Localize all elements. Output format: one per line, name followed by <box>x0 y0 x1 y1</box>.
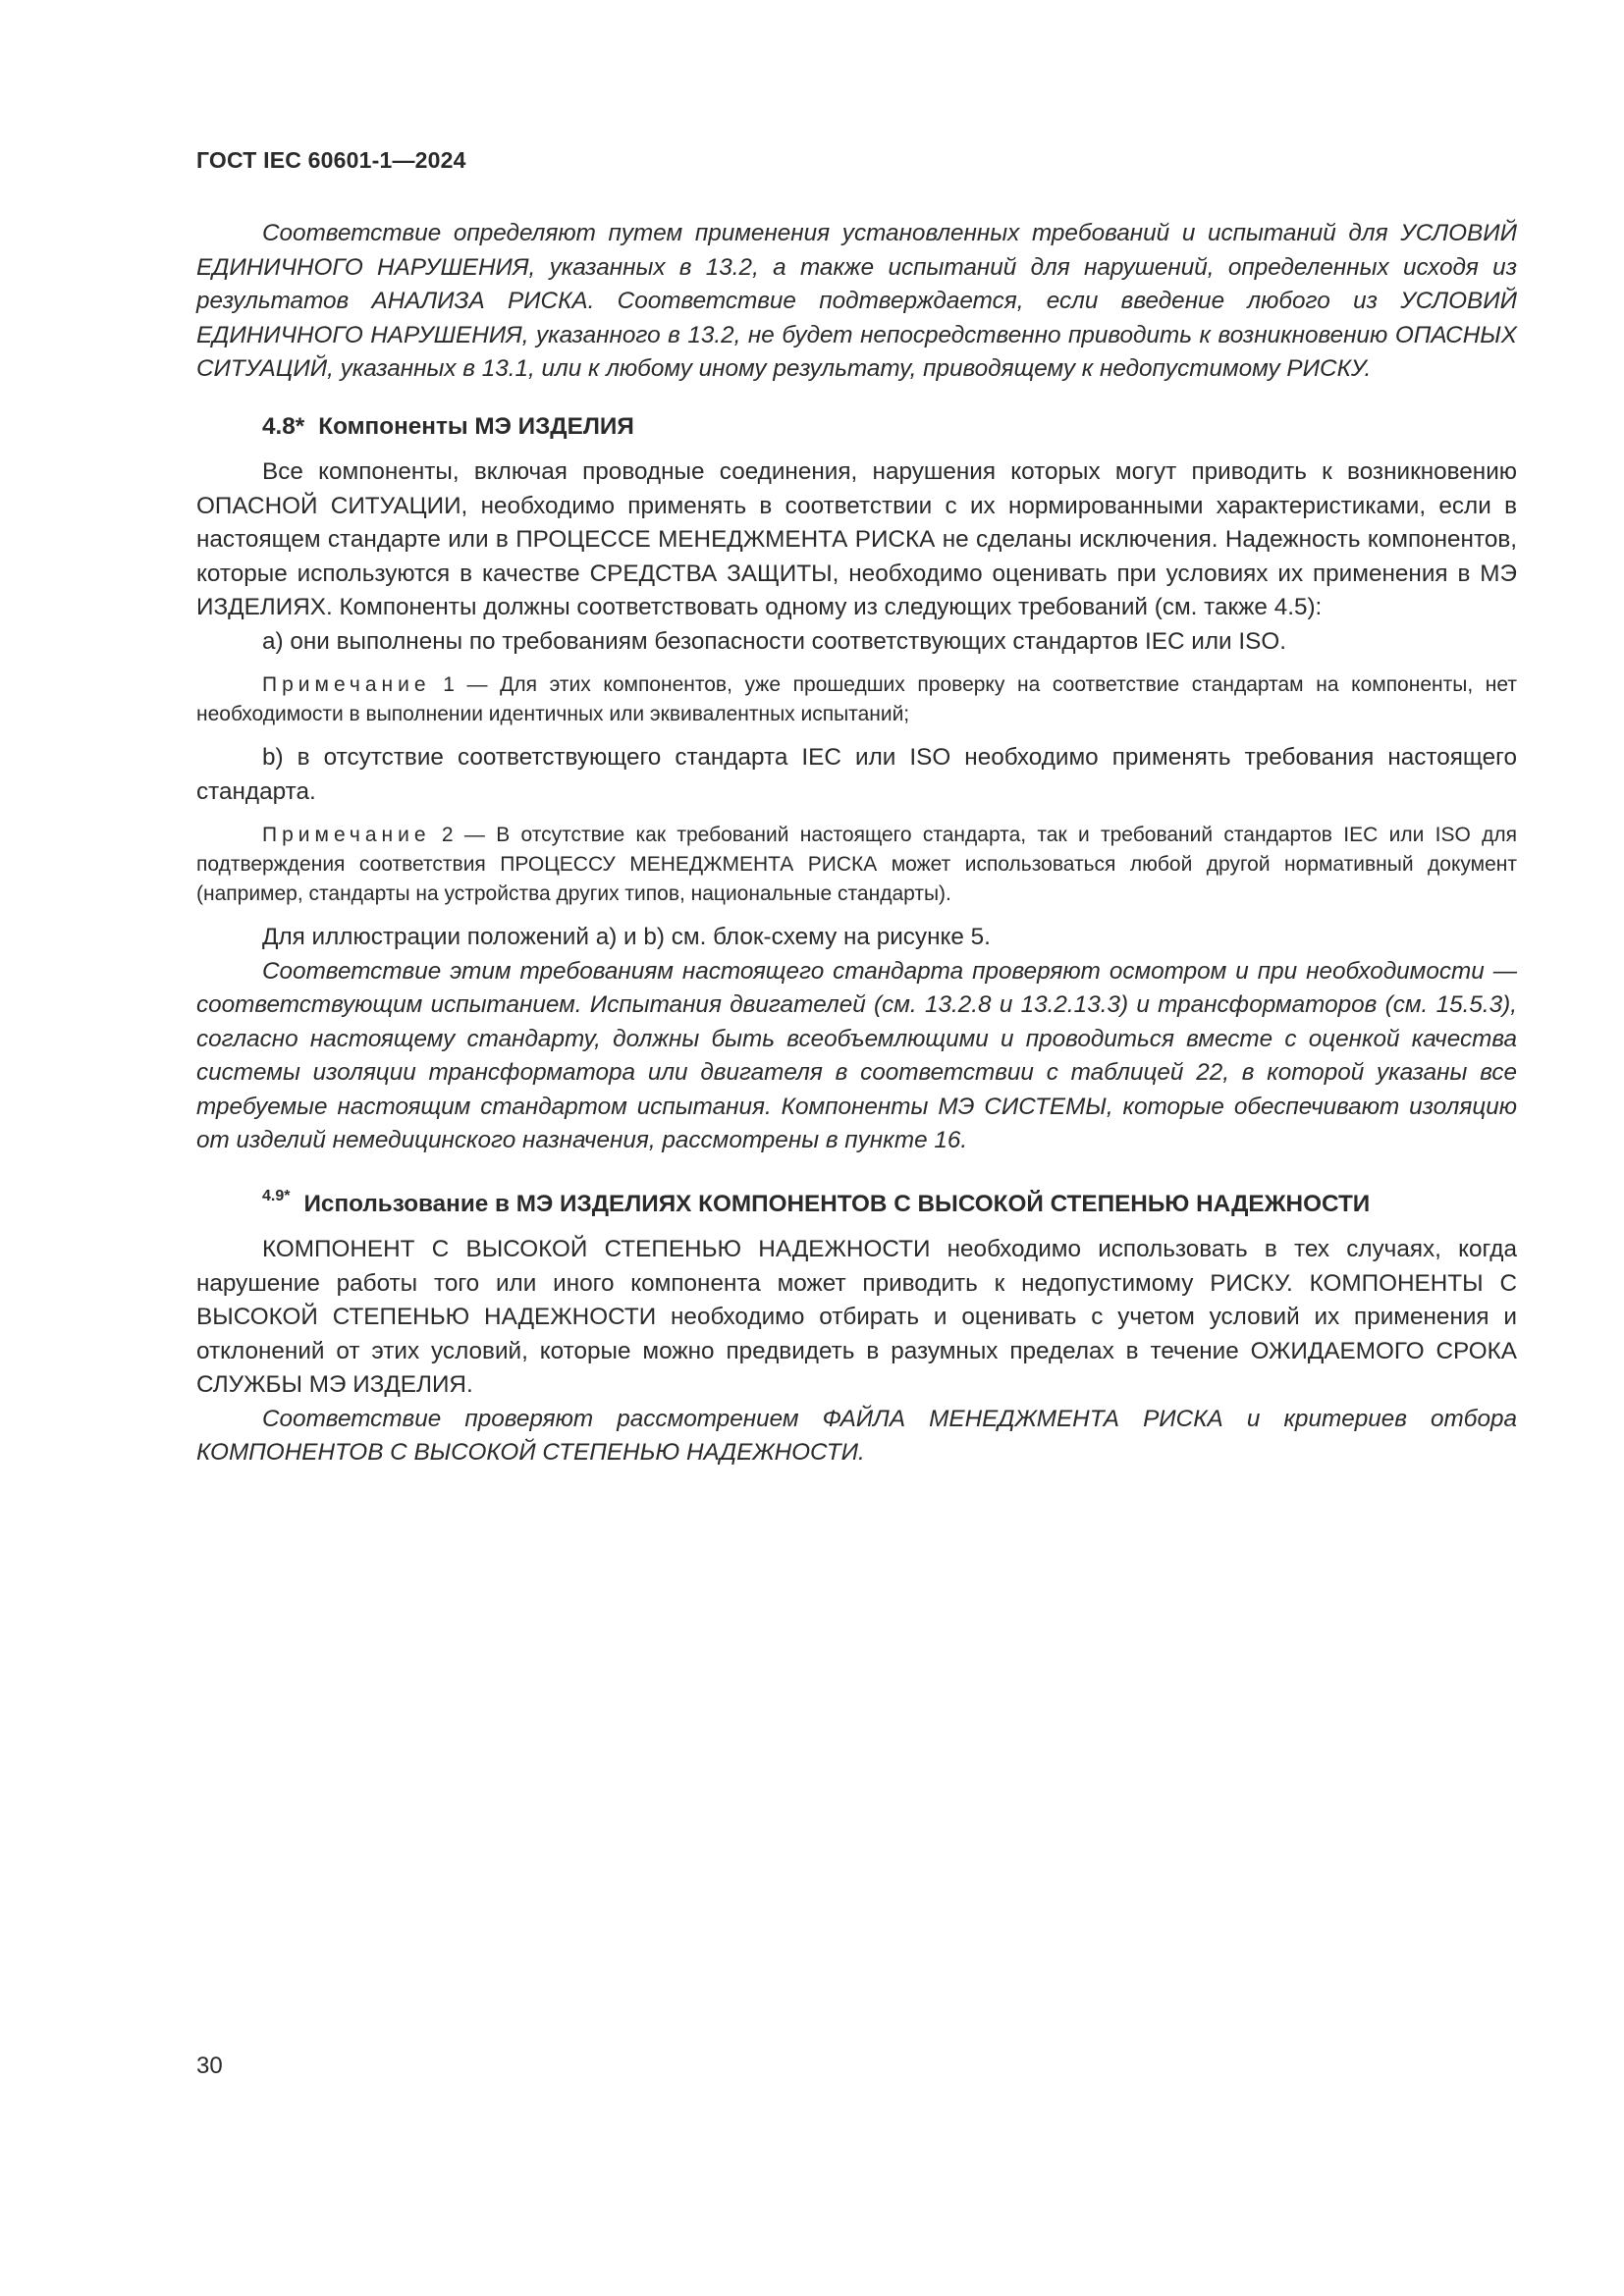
document-header: ГОСТ IEC 60601-1—2024 <box>196 147 466 173</box>
section-4-9-number: 4.9* <box>262 1187 291 1204</box>
section-4-9-heading <box>196 1188 1517 1222</box>
note-2-text: 2 — В отсутствие как требований настоящего стандарта, так и требований стандартов IEC или ISO для подтверждения соответствия ПРОЦЕССУ МЕНЕДЖМЕНТА РИСКА может использоваться любой другой нормативный документ (например, стандарты на устройства других типов, национальные стандарты). <box>196 824 1517 905</box>
section-4-8-paragraph: Все компоненты, включая проводные соединения, нарушения которых могут приводить к возникновению ОПАСНОЙ СИТУАЦИИ, необходимо применять в соответствии с их нормированными характеристиками, если в настоящем стандарте или в ПРОЦЕССЕ МЕНЕДЖМЕНТА РИСКА не сделаны исключения. Надежность компонентов, которые используются в качестве СРЕДСТВА ЗАЩИТЫ, необходимо оценивать при условиях их применения в МЭ ИЗДЕЛИЯХ. Компоненты должны соответствовать одному из следующих требований (см. также 4.5): <box>196 458 1517 620</box>
section-4-8-heading <box>196 410 1517 445</box>
intro-compliance-paragraph: Соответствие определяют путем применения установленных требований и испытаний для УСЛОВИЙ ЕДИНИЧНОГО НАРУШЕНИЯ, указанных в 13.2, а также испытаний для нарушений, определенных исходя из результатов АНАЛИЗА РИСКА. Соответствие подтверждается, если введение любого из УСЛОВИЙ ЕДИНИЧНОГО НАРУШЕНИЯ, указанного в 13.2, не будет непосредственно приводить к возникновению ОПАСНЫХ СИТУАЦИЙ, указанных в 13.1, или к любому иному результату, приводящему к недопустимому РИСКУ. <box>196 220 1517 382</box>
section-4-9-paragraph: КОМПОНЕНТ С ВЫСОКОЙ СТЕПЕНЬЮ НАДЕЖНОСТИ необходимо использовать в тех случаях, когда нарушение работы того или иного компонента может приводить к недопустимому РИСКУ. КОМПОНЕНТЫ С ВЫСОКОЙ СТЕПЕНЬЮ НАДЕЖНОСТИ необходимо отбирать и оценивать с учетом условий их применения и отклонений от этих условий, которые можно предвидеть в разумных пределах в течение ОЖИДАЕМОГО СРОКА СЛУЖБЫ МЭ ИЗДЕЛИЯ. <box>196 1236 1517 1398</box>
page-content <box>196 147 1517 1470</box>
note-1-label: Примечание <box>262 673 431 696</box>
section-4-8-title: Компоненты МЭ ИЗДЕЛИЯ <box>318 412 634 440</box>
note-2 <box>196 821 1517 909</box>
section-4-8-compliance: Соответствие этим требованиям настоящего стандарта проверяют осмотром и при необходимости — соответствующим испытанием. Испытания двигателей (см. 13.2.8 и 13.2.13.3) и трансформаторов (см. 15.5.3), согласно настоящему стандарту, должны быть всеобъемлющими и проводиться вместе с оценкой качества системы изоляции трансформатора или двигателя в соответствии с таблицей 22, в которой указаны все требуемые настоящим стандартом испытания. Компоненты МЭ СИСТЕМЫ, которые обеспечивают изоляцию от изделий немедицинского назначения, рассмотрены в пункте 16. <box>196 957 1517 1153</box>
section-4-8-item-a: a) они выполнены по требованиям безопасности соответствующих стандартов IEC или ISO. <box>262 627 1286 655</box>
section-4-8-item-b: b) в отсутствие соответствующего стандарта IEC или ISO необходимо применять требования настоящего стандарта. <box>196 744 1517 805</box>
note-2-label: Примечание <box>262 824 431 846</box>
page-number: 30 <box>196 2053 223 2079</box>
section-4-9-title: Использование в МЭ ИЗДЕЛИЯХ КОМПОНЕНТОВ С ВЫСОКОЙ СТЕПЕНЬЮ НАДЕЖНОСТИ <box>303 1190 1371 1217</box>
note-1-text: 1 — Для этих компонентов, уже прошедших проверку на соответствие стандартам на компоненты, нет необходимости в выполнении идентичных или эквивалентных испытаний; <box>196 673 1517 725</box>
note-1 <box>196 670 1517 729</box>
section-4-9-compliance: Соответствие проверяют рассмотрением ФАЙЛА МЕНЕДЖМЕНТА РИСКА и критериев отбора КОМПОНЕНТОВ С ВЫСОКОЙ СТЕПЕНЬЮ НАДЕЖНОСТИ. <box>196 1405 1517 1466</box>
section-4-8-number: 4.8* <box>262 412 305 440</box>
section-4-8-illustration: Для иллюстрации положений а) и b) см. блок-схему на рисунке 5. <box>262 924 991 950</box>
